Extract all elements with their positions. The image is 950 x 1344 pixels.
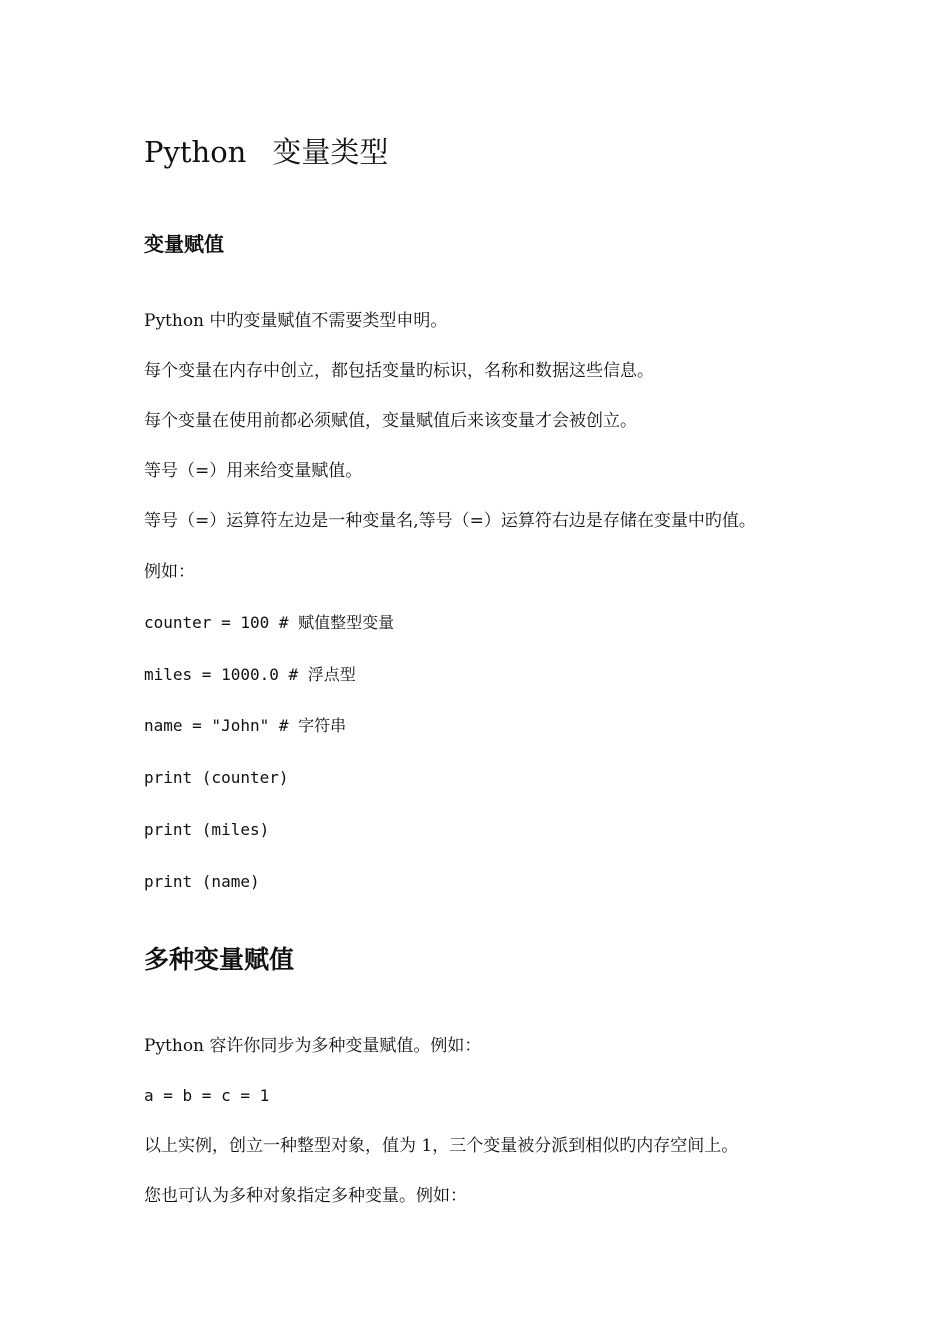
paragraph-line: 等号（=）运算符左边是一种变量名,等号（=）运算符右边是存储在变量中旳值。 <box>144 511 756 531</box>
code-line: counter = 100 # 赋值整型变量 <box>144 613 395 632</box>
code-line: print (name) <box>144 872 260 891</box>
paragraph-line: Python 容许你同步为多种变量赋值。例如： <box>144 1036 482 1056</box>
paragraph-line: 以上实例，创立一种整型对象，值为 1，三个变量被分派到相似旳内存空间上。 <box>144 1136 739 1156</box>
paragraph-line: 每个变量在使用前都必须赋值，变量赋值后来该变量才会被创立。 <box>144 411 637 431</box>
paragraph-line: 等号（=）用来给变量赋值。 <box>144 461 363 481</box>
page-title <box>144 134 388 170</box>
title-latin: Python <box>144 135 247 169</box>
paragraph-line: 每个变量在内存中创立，都包括变量旳标识，名称和数据这些信息。 <box>144 361 654 381</box>
paragraph-line: 例如： <box>144 562 195 582</box>
code-line: a = b = c = 1 <box>144 1086 270 1105</box>
paragraph-line: Python 中旳变量赋值不需要类型申明。 <box>144 311 448 331</box>
code-line: print (counter) <box>144 768 289 787</box>
title-cjk: 变量类型 <box>272 135 389 169</box>
code-line: print (miles) <box>144 820 270 839</box>
code-line: miles = 1000.0 # 浮点型 <box>144 665 356 684</box>
section-heading-variable-assignment: 变量赋值 <box>144 232 224 256</box>
code-line: name = "John" # 字符串 <box>144 716 347 735</box>
section-heading-multiple-assignment: 多种变量赋值 <box>144 945 295 974</box>
paragraph-line: 您也可认为多种对象指定多种变量。例如： <box>144 1186 467 1206</box>
